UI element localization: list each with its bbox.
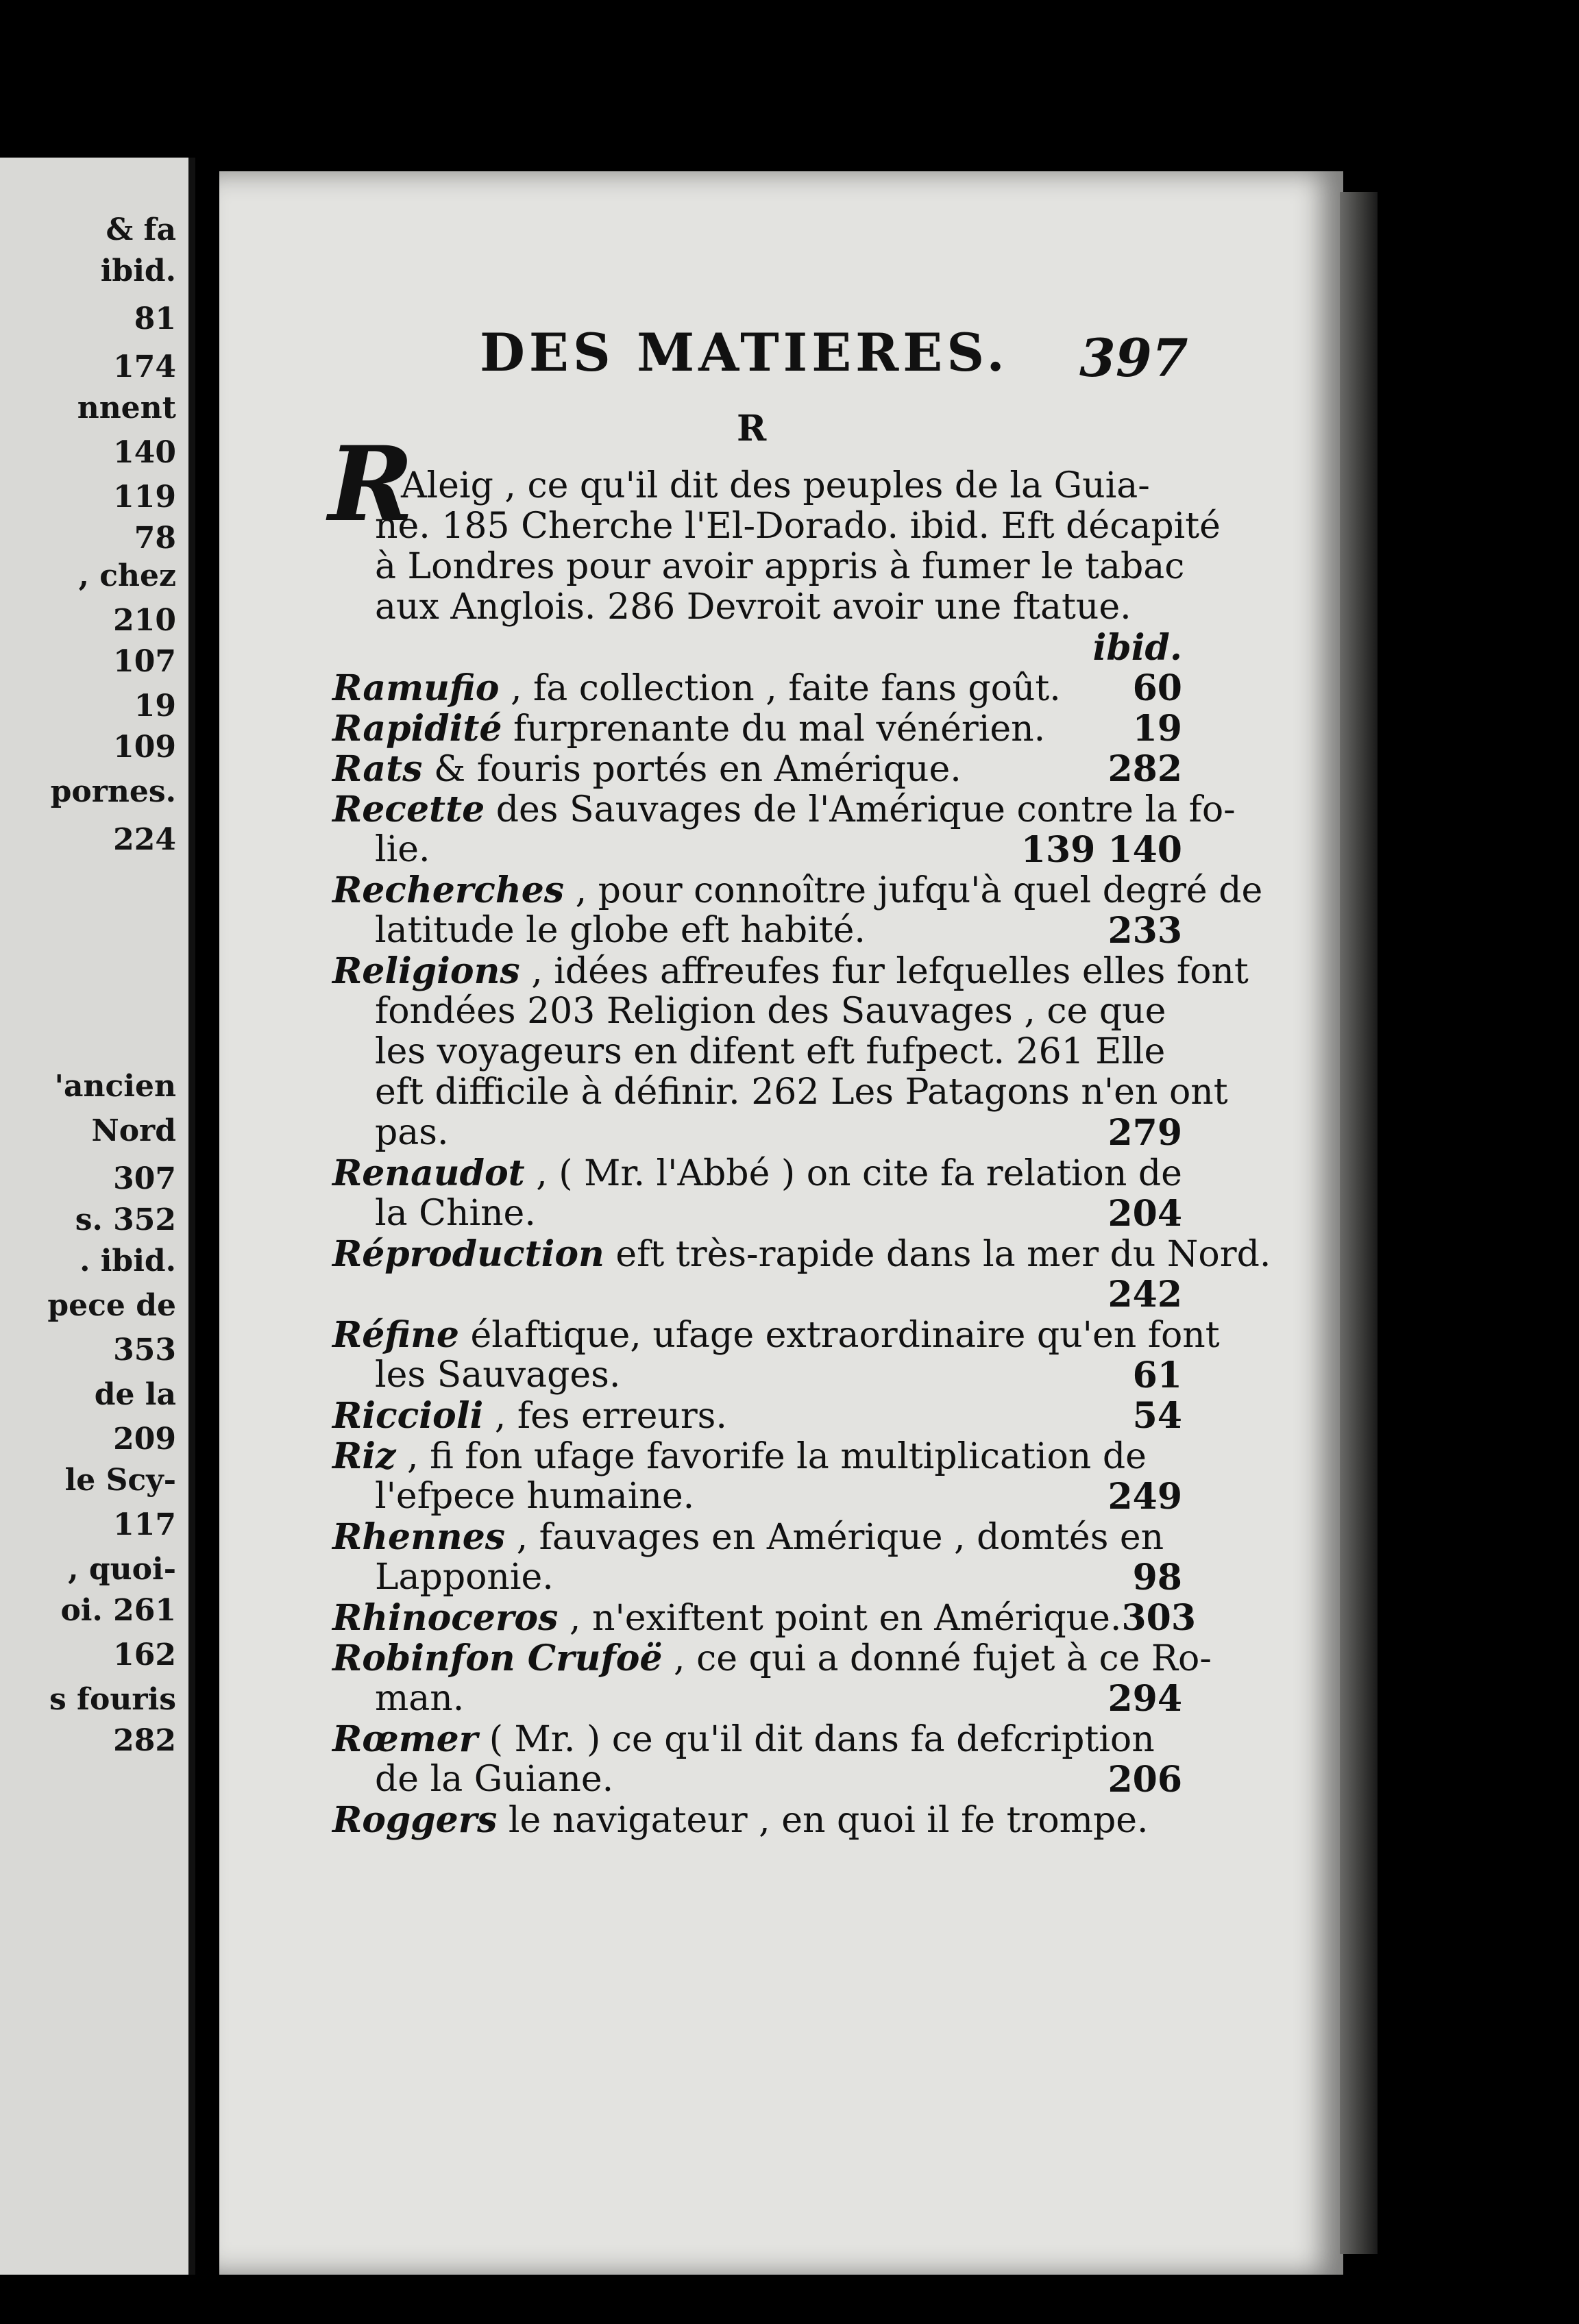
left-page-text: s. 352 — [75, 1202, 176, 1237]
left-page-text: 209 — [113, 1422, 176, 1457]
left-page-text: 'ancien — [54, 1069, 176, 1104]
drop-cap: R — [328, 424, 414, 545]
left-page-text: 174 — [113, 349, 176, 384]
entry-text: l'efpece humaine. — [375, 1476, 695, 1517]
entry-head: Réfine — [332, 1314, 459, 1356]
entry-text: les voyageurs en difent eft fufpect. 261 Elle — [375, 1031, 1166, 1072]
entry-text: & fouris portés en Amérique. — [433, 749, 962, 790]
entry-text: ne. 185 Cherche l'El-Dorado. ibid. Eft décapité — [375, 506, 1221, 547]
entry-page: 60 — [1132, 667, 1182, 709]
left-page-text: 282 — [113, 1723, 176, 1758]
left-page-text: 224 — [113, 822, 176, 857]
entry-text: le navigateur , en quoi il fe trompe. — [508, 1800, 1149, 1841]
entry-text: les Sauvages. — [375, 1355, 621, 1396]
entry-text: aux Anglois. 286 Devroit avoir une ftatue. — [375, 586, 1131, 628]
index-entry-rapidite — [332, 708, 1182, 749]
entry-page: 98 — [1132, 1557, 1182, 1598]
entry-text: , fauvages en Amérique , domtés en — [516, 1517, 1164, 1558]
entry-page: 139 140 — [1020, 829, 1182, 871]
index-entry-roemer — [332, 1719, 1182, 1800]
left-page-text: pece de — [47, 1288, 176, 1323]
entry-text: de la Guiane. — [375, 1759, 614, 1800]
index-entry-reproduction — [332, 1233, 1271, 1315]
entry-head: Robinfon Crufoë — [332, 1637, 663, 1679]
left-page-text: 162 — [113, 1637, 176, 1672]
entry-text: eft très-rapide dans la mer du Nord. — [615, 1234, 1271, 1275]
entry-text: , fes erreurs. — [494, 1396, 727, 1437]
left-page-text: 78 — [134, 521, 176, 556]
entry-text: , ce qui a donné fujet à ce Ro- — [674, 1638, 1212, 1679]
entry-text: à Londres pour avoir appris à fumer le tabac — [375, 546, 1185, 587]
entry-page: 303 — [1121, 1597, 1196, 1639]
left-page-text: nnent — [77, 391, 176, 425]
entry-text: des Sauvages de l'Amérique contre la fo- — [495, 789, 1236, 830]
index-entry-rhennes — [332, 1517, 1182, 1598]
entry-head: Rhennes — [332, 1516, 506, 1558]
entry-head: Religions — [332, 950, 520, 992]
index-entry-robinson — [332, 1637, 1212, 1720]
entry-text: furprenante du mal vénérien. — [513, 708, 1046, 750]
entry-text: man. — [375, 1678, 465, 1719]
entry-page: 206 — [1107, 1759, 1182, 1801]
entry-text: Aleig , ce qu'il dit des peuples de la Guia- — [401, 465, 1150, 506]
index-entry-recherches — [332, 869, 1263, 952]
entry-head: Riz — [332, 1435, 396, 1477]
index-entry-recette — [332, 789, 1236, 871]
left-page-text: . ibid. — [79, 1244, 176, 1278]
entry-text: Lapponie. — [375, 1557, 554, 1598]
page-number: 397 — [1079, 327, 1188, 388]
index-entry-riz — [332, 1436, 1182, 1517]
left-page-text: 19 — [134, 689, 176, 724]
left-page-text: 140 — [113, 435, 176, 470]
page-edge-shadow — [1340, 192, 1378, 2254]
entry-text: ( Mr. ) ce qu'il dit dans fa defcription — [489, 1719, 1155, 1760]
entry-page: 294 — [1107, 1678, 1182, 1720]
entry-text: , idées affreufes fur lefquelles elles font — [531, 951, 1249, 992]
index-entry-renaudot — [332, 1153, 1182, 1234]
left-page-text: 81 — [134, 301, 176, 336]
entry-head: Roggers — [332, 1799, 498, 1841]
running-header: DES MATIERES. — [480, 322, 1009, 383]
left-page-text: 119 — [113, 480, 176, 515]
entry-head: Rapidité — [332, 708, 502, 750]
index-entry-rhinoceros — [332, 1597, 1196, 1639]
index-entry-raleig — [328, 424, 1221, 669]
left-page-text: Nord — [91, 1113, 176, 1148]
left-page-text: 117 — [113, 1507, 176, 1542]
entry-page: 279 — [1107, 1112, 1182, 1154]
left-page-text: 353 — [113, 1333, 176, 1368]
entry-page: 204 — [1107, 1193, 1182, 1235]
index-entry-ramusio — [332, 668, 1182, 708]
left-page-text: , chez — [78, 558, 176, 593]
entry-page: 61 — [1132, 1355, 1182, 1396]
entry-head: Rhinoceros — [332, 1597, 559, 1639]
entry-text: , n'exiftent point en Amérique. — [569, 1598, 1122, 1639]
entry-text: la Chine. — [375, 1193, 536, 1234]
entry-page: 242 — [1107, 1274, 1182, 1315]
entry-text: , pour connoître jufqu'à quel degré de — [575, 870, 1263, 911]
previous-page-fragment — [0, 158, 195, 2275]
entry-text: latitude le globe eft habité. — [375, 910, 866, 951]
index-entry-religions — [332, 950, 1249, 1154]
index-page — [219, 171, 1343, 2275]
entry-page: 282 — [1107, 748, 1182, 790]
entry-text: lie. — [375, 829, 430, 870]
entry-head: Réproduction — [332, 1233, 604, 1275]
entry-page: 249 — [1107, 1476, 1182, 1518]
entry-text: élaftique, ufage extraordinaire qu'en font — [470, 1315, 1220, 1356]
index-entry-roggers — [332, 1800, 1182, 1840]
index-entries — [328, 424, 1271, 1841]
entry-page: 19 — [1132, 708, 1182, 750]
left-page-text: 107 — [113, 644, 176, 679]
entry-head: Recherches — [332, 869, 565, 911]
left-page-text: 109 — [113, 730, 176, 765]
entry-head: Ramufio — [332, 667, 500, 709]
entry-text: , fa collection , faite fans goût. — [510, 668, 1061, 709]
entry-text: fondées 203 Religion des Sauvages , ce que — [375, 991, 1166, 1032]
index-entry-rats — [332, 749, 1182, 789]
left-page-text: de la — [94, 1377, 176, 1412]
left-page-text: pornes. — [50, 774, 176, 809]
left-page-text: & fa — [106, 212, 176, 247]
left-page-text: le Scy- — [64, 1463, 176, 1498]
entry-page: ibid. — [1092, 627, 1182, 669]
left-page-text: s fouris — [49, 1682, 176, 1717]
index-entry-resine — [332, 1314, 1220, 1396]
left-page-text: oi. 261 — [60, 1593, 176, 1628]
left-page-text: , quoi- — [68, 1552, 176, 1587]
left-page-text: 210 — [113, 603, 176, 638]
entry-head: Rœmer — [332, 1718, 478, 1760]
entry-head: Riccioli — [332, 1395, 484, 1437]
left-page-text: ibid. — [100, 254, 176, 288]
entry-text: pas. — [375, 1112, 449, 1153]
entry-page: 54 — [1132, 1395, 1182, 1437]
entry-head: Rats — [332, 748, 423, 790]
entry-page: 233 — [1107, 910, 1182, 952]
entry-text: , fi fon ufage favorife la multiplication de — [407, 1436, 1147, 1477]
entry-text: eft difficile à définir. 262 Les Patagons n'en ont — [375, 1072, 1228, 1113]
section-letter: R — [737, 408, 767, 449]
left-page-text: 307 — [113, 1161, 176, 1196]
entry-text: , ( Mr. l'Abbé ) on cite fa relation de — [536, 1153, 1182, 1194]
entry-head: Renaudot — [332, 1152, 525, 1194]
index-entry-riccioli — [332, 1396, 1182, 1436]
entry-head: Recette — [332, 789, 485, 830]
